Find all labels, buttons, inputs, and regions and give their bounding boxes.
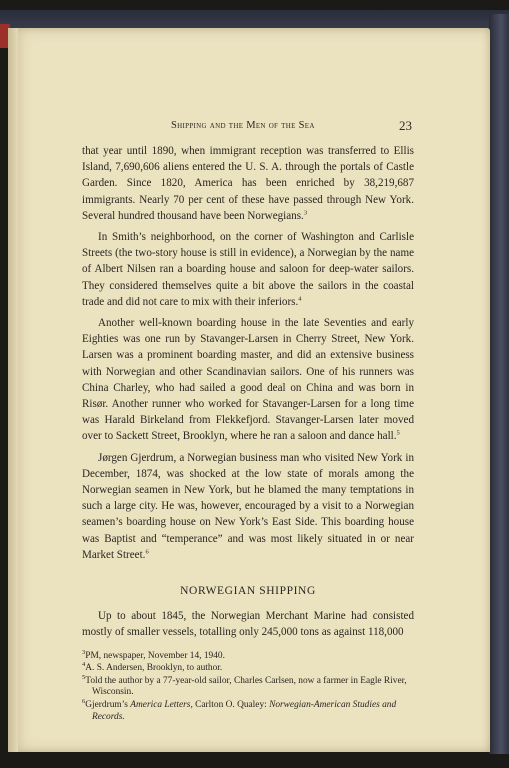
paragraph-text: that year until 1890, when immigrant reception was transferred to Ellis Island, 7,690,606 aliens entered the U. S. A. through the portals of Castle Garden. Since 1820, America has been enriched by 38,219,687 immigrants. Nearly 70 per cent of these have passed through New York. Several hundred thousand have been Norwegians. [82,145,414,222]
footnote-text: Carlton O. Qualey: [192,700,270,711]
footnote [82,673,414,699]
footnote-text: PM, newspaper, November 14, 1940. [85,650,225,661]
section-heading: NORWEGIAN SHIPPING [180,585,316,598]
footnote-mark: 5 [82,673,86,681]
body-text [82,143,414,724]
footnote-mark: 6 [82,697,86,705]
footnote [82,663,414,675]
page-number: 23 [399,118,412,133]
book-cover-right-edge [489,14,509,754]
footnote-reference: 6 [145,548,149,556]
running-title: Shipping and the Men of the Sea [171,120,315,131]
page-sheet [8,28,490,752]
paragraph-text: In Smith’s neighborhood, on the corner of Washington and Carlisle Streets (the two-story house is still in evidence), a Norwegian by the name of Albert Nilsen ran a boarding house and saloon for deep-water sailors. They considered themselves quite a bit above the sailors in the coastal trade and did not care to mix with their inferiors. [82,231,414,308]
footnote-mark: 4 [82,661,86,669]
footnote-text: Told the author by a 77-year-old sailor, Charles Carlsen, now a farmer in Eagle River, Wisconsin. [85,675,407,698]
footnote-reference: 4 [298,295,302,303]
footnotes [82,648,414,724]
paragraph-text: Another well-known boarding house in the late Seventies and early Eighties was one run by Stavanger-Larsen in Cherry Street, New York. Larsen was a prominent boarding master, and did an extensive business with Norwegian and other Scandinavian sailors. One of his runners was China Charley, who had sailed a good deal on China and was born in Risør. Another runner who worked for Stavanger-Larsen for a long time was Harald Birkeland from Flekkefjord. Stavanger-Larsen later moved over to Sackett Street, Brooklyn, where he ran a saloon and dance hall. [82,317,414,443]
footnote [82,648,414,663]
running-head [8,118,490,138]
paragraph-text: Up to about 1845, the Norwegian Merchant Marine had consisted mostly of smaller vessels, totalling only 245,000 tons as against 118,000 [82,610,414,639]
footnote-reference: 5 [396,429,400,437]
footnote-title: Norwegian-American Studies and Records. [92,700,397,722]
footnote-reference: 3 [303,209,308,217]
footnote-mark: 3 [82,648,86,656]
paragraph [82,608,414,640]
paragraph [82,143,414,224]
paragraph [82,450,414,563]
paragraph-text: Jørgen Gjerdrum, a Norwegian business man who visited New York in December, 1874, was shocked at the low state of morals among the Norwegian seamen in New York, but he blamed the many temptations in such a large city. He was, however, encouraged by a visit to a Norwegian seamen’s boarding house on New York’s East Side. This boarding house was Baptist and “temperance” and was most likely situated in or near Market Street. [82,451,414,561]
footnote-text: Gjerdrum’s [85,700,131,711]
footnote [82,697,414,723]
footnote-title: America Letters, [130,700,193,711]
footnote-text: A. S. Andersen, Brooklyn, to author. [85,663,223,674]
paragraph [82,315,414,445]
paragraph [82,229,414,310]
